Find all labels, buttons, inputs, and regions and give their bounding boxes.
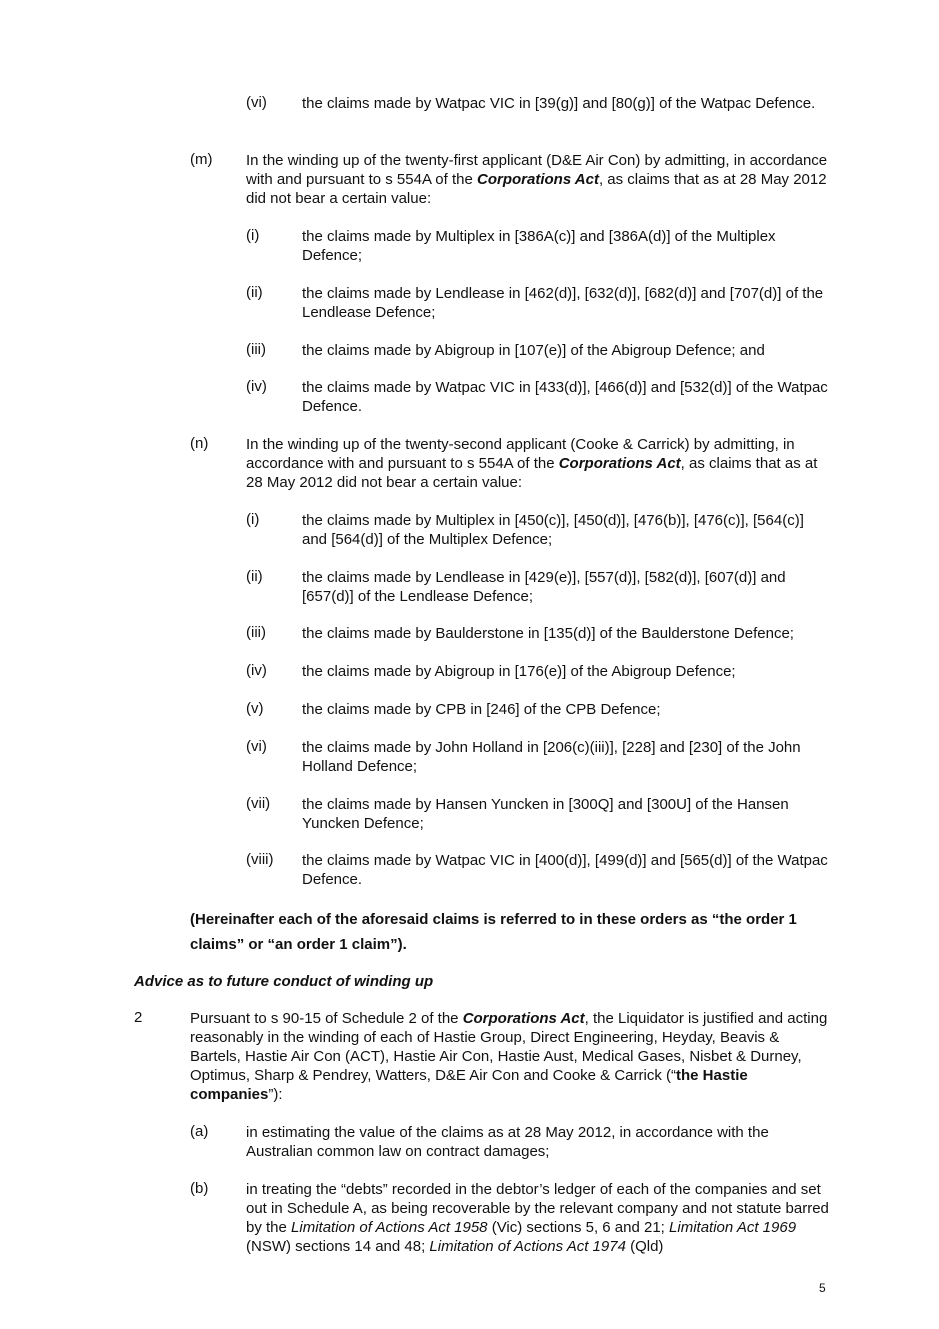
item-text: the claims made by Hansen Yuncken in [300Q] and [300U] of the Hansen Yuncken Defence; (302, 796, 789, 832)
paragraph-n-label: (n) (190, 435, 209, 452)
act-name: Corporations Act (462, 1010, 585, 1027)
paragraph-b-text: in treating the “debts” recorded in the debtor’s ledger of each of the companies and set out in Schedule A, as being recoverable by the relevant company and not statute barred by the Limitation of Actions Act 1958 (Vic) sections 5, 6 and 21; Limitation Act 1969 (NSW) sections 14 and 48; Limitation of Actions Act 1974 (Qld) (246, 1181, 829, 1255)
item-text: the claims made by Multiplex in [386A(c)] and [386A(d)] of the Multiplex Defence; (302, 228, 776, 264)
act-name: Corporations Act (477, 171, 599, 188)
item-label: (i) (246, 511, 260, 528)
item-text: the claims made by Multiplex in [450(c)], [450(d)], [476(b)], [476(c)], [564(c)] and [564(d)] of the Multiplex Defence; (302, 512, 804, 548)
act-name: Limitation of Actions Act 1974 (429, 1238, 626, 1255)
page-number: 5 (819, 1281, 826, 1295)
paragraph-m-label: (m) (190, 151, 213, 168)
item-label: (ii) (246, 284, 263, 301)
item-text: the claims made by Watpac VIC in [400(d)], [499(d)] and [565(d)] of the Watpac Defence. (302, 852, 828, 888)
order-number: 2 (134, 1009, 143, 1026)
item-label: (ii) (246, 568, 263, 585)
paragraph-n-text: In the winding up of the twenty-second applicant (Cooke & Carrick) by admitting, in accordance with and pursuant to s 554A of the Corporations Act, as claims that as at 28 May 2012 did not bear a certain value: (246, 436, 818, 491)
item-label: (vi) (246, 94, 267, 111)
paragraph-a-text: in estimating the value of the claims as at 28 May 2012, in accordance with the Australian common law on contract damages; (246, 1124, 769, 1160)
act-name: Corporations Act (558, 455, 681, 472)
paragraph-a-label: (a) (190, 1123, 209, 1140)
order-2-text: Pursuant to s 90-15 of Schedule 2 of the Corporations Act, the Liquidator is justified and acting reasonably in the winding of each of Hastie Group, Direct Engineering, Heyday, Beavis & Bartels, Hastie Air Con (ACT), Hastie Air Con, Hastie Aust, Medical Gases, Nisbet & Durney, Optimus, Sharp & Pendrey, Watters, D&E Air Con and Cooke & Carrick (“the Hastie companies”): (190, 1010, 828, 1103)
item-label: (iv) (246, 662, 267, 679)
paragraph-b-label: (b) (190, 1180, 209, 1197)
item-text: the claims made by Watpac VIC in [39(g)] and [80(g)] of the Watpac Defence. (302, 95, 816, 112)
item-text: the claims made by Lendlease in [462(d)], [632(d)], [682(d)] and [707(d)] of the Lendlease Defence; (302, 285, 824, 321)
item-label: (iv) (246, 378, 267, 395)
paragraph-m-text: In the winding up of the twenty-first applicant (D&E Air Con) by admitting, in accordance with and pursuant to s 554A of the Corporations Act, as claims that as at 28 May 2012 did not bear a certain value: (246, 152, 828, 207)
item-text: the claims made by Baulderstone in [135(d)] of the Baulderstone Defence; (302, 625, 794, 642)
act-name: Limitation of Actions Act 1958 (291, 1219, 488, 1236)
item-label: (iii) (246, 624, 266, 641)
item-text: the claims made by Abigroup in [107(e)] of the Abigroup Defence; and (302, 342, 765, 359)
item-label: (v) (246, 700, 264, 717)
item-label: (iii) (246, 341, 266, 358)
section-heading: Advice as to future conduct of winding up (134, 973, 434, 990)
item-label: (vii) (246, 795, 271, 812)
item-text: the claims made by CPB in [246] of the CPB Defence; (302, 701, 661, 718)
item-text: the claims made by John Holland in [206(c)(iii)], [228] and [230] of the John Holland Defence; (302, 739, 801, 775)
act-name: Limitation Act 1969 (669, 1219, 797, 1236)
item-label: (vi) (246, 738, 267, 755)
item-text: the claims made by Watpac VIC in [433(d)], [466(d)] and [532(d)] of the Watpac Defence. (302, 379, 828, 415)
item-label: (viii) (246, 851, 274, 868)
item-text: the claims made by Abigroup in [176(e)] of the Abigroup Defence; (302, 663, 736, 680)
item-label: (i) (246, 227, 260, 244)
defined-term: the Hastie companies (190, 1067, 748, 1103)
hereinafter-note: (Hereinafter each of the aforesaid claims is referred to in these orders as “the order 1 claims” or “an order 1 claim”). (190, 911, 797, 953)
item-text: the claims made by Lendlease in [429(e)], [557(d)], [582(d)], [607(d)] and [657(d)] of the Lendlease Defence; (302, 569, 786, 605)
